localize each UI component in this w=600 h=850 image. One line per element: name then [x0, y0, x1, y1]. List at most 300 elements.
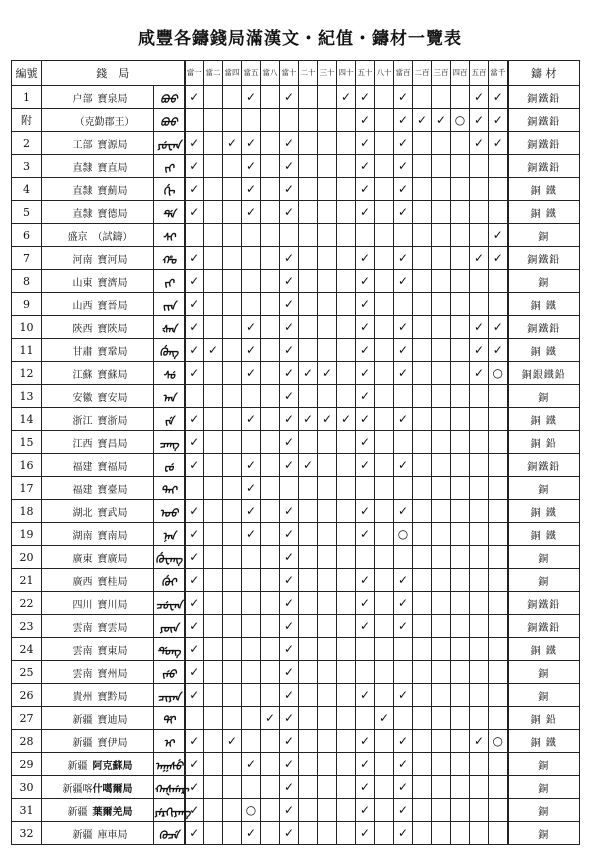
header-denom-3: 當五 — [242, 61, 261, 86]
empty-cell — [261, 661, 280, 684]
empty-cell — [356, 638, 375, 661]
empty-cell — [432, 224, 451, 247]
empty-cell — [299, 569, 318, 592]
empty-cell — [299, 799, 318, 822]
empty-cell — [413, 615, 432, 638]
empty-cell — [204, 661, 223, 684]
check-mark-icon: ✓ — [280, 454, 299, 477]
empty-cell — [242, 270, 261, 293]
empty-cell — [470, 224, 489, 247]
check-mark-icon: ✓ — [356, 178, 375, 201]
empty-cell — [223, 615, 242, 638]
check-mark-icon: ✓ — [299, 408, 318, 431]
check-mark-icon: ✓ — [242, 477, 261, 500]
empty-cell — [375, 661, 394, 684]
empty-cell — [185, 477, 204, 500]
manchu-script: ᠶᡡᠨ — [154, 615, 185, 638]
empty-cell — [375, 339, 394, 362]
empty-cell — [451, 224, 470, 247]
mint-name: 寶東局 — [97, 645, 128, 657]
empty-cell — [356, 546, 375, 569]
check-mark-icon: ✓ — [242, 753, 261, 776]
empty-cell — [470, 408, 489, 431]
empty-cell — [337, 339, 356, 362]
check-mark-icon: ✓ — [280, 132, 299, 155]
bureau-cell — [42, 730, 154, 753]
check-mark-icon: ✓ — [280, 385, 299, 408]
empty-cell — [242, 615, 261, 638]
check-mark-icon: ✓ — [356, 776, 375, 799]
check-mark-icon: ✓ — [223, 730, 242, 753]
empty-cell — [432, 569, 451, 592]
row-number: 19 — [12, 523, 42, 546]
empty-cell — [432, 247, 451, 270]
empty-cell — [432, 178, 451, 201]
empty-cell — [489, 178, 508, 201]
check-mark-icon: ✓ — [394, 201, 413, 224]
empty-cell — [318, 500, 337, 523]
check-mark-icon: ✓ — [185, 293, 204, 316]
header-denom-12: 二百 — [413, 61, 432, 86]
check-mark-icon: ✓ — [489, 132, 508, 155]
province-name: 湖北 — [72, 507, 93, 519]
material-cell: 銅 — [508, 661, 580, 684]
empty-cell — [299, 132, 318, 155]
empty-cell — [242, 293, 261, 316]
empty-cell — [451, 661, 470, 684]
check-mark-icon: ✓ — [356, 753, 375, 776]
table-row — [12, 638, 580, 661]
empty-cell — [451, 270, 470, 293]
empty-cell — [204, 776, 223, 799]
mint-name: 寶直局 — [97, 162, 128, 174]
check-mark-icon: ✓ — [489, 316, 508, 339]
manchu-script: ᡤᡠᠸᠠᠩ — [154, 546, 185, 569]
empty-cell — [413, 454, 432, 477]
empty-cell — [470, 270, 489, 293]
empty-cell — [318, 822, 337, 845]
empty-cell — [375, 454, 394, 477]
empty-cell — [318, 316, 337, 339]
header-denom-6: 二十 — [299, 61, 318, 86]
empty-cell — [223, 293, 242, 316]
material-cell: 銅 鐵 — [508, 339, 580, 362]
empty-cell — [375, 500, 394, 523]
empty-cell — [451, 178, 470, 201]
check-mark-icon: ✓ — [356, 523, 375, 546]
manchu-script: ᠴᠠᠩ — [154, 431, 185, 454]
empty-cell — [470, 431, 489, 454]
empty-cell — [394, 707, 413, 730]
empty-cell — [299, 224, 318, 247]
empty-cell — [337, 270, 356, 293]
empty-cell — [413, 316, 432, 339]
empty-cell — [223, 408, 242, 431]
empty-cell — [375, 385, 394, 408]
empty-cell — [261, 615, 280, 638]
province-name: 山東 — [72, 277, 93, 289]
empty-cell — [451, 431, 470, 454]
header-denom-1: 當二 — [204, 61, 223, 86]
empty-cell — [204, 638, 223, 661]
material-cell: 銅 — [508, 224, 580, 247]
check-mark-icon: ✓ — [394, 362, 413, 385]
header-bureau: 錢 局 — [42, 61, 185, 86]
empty-cell — [489, 500, 508, 523]
manchu-script: ᠪᠣᠣ — [154, 109, 185, 132]
empty-cell — [337, 707, 356, 730]
empty-cell — [318, 431, 337, 454]
province-name: 安徽 — [72, 392, 93, 404]
empty-cell — [413, 707, 432, 730]
check-mark-icon: ✓ — [280, 638, 299, 661]
empty-cell — [318, 592, 337, 615]
material-cell: 銅 — [508, 776, 580, 799]
mint-name: 寶源局 — [97, 139, 128, 151]
row-number: 1 — [12, 86, 42, 109]
empty-cell — [204, 109, 223, 132]
empty-cell — [204, 523, 223, 546]
material-cell: 銅鐵鉛 — [508, 109, 580, 132]
empty-cell — [470, 155, 489, 178]
empty-cell — [204, 132, 223, 155]
row-number: 31 — [12, 799, 42, 822]
mint-name: 寶黔局 — [97, 691, 128, 703]
bureau-cell — [42, 408, 154, 431]
empty-cell — [432, 822, 451, 845]
empty-cell — [489, 408, 508, 431]
manchu-script: ᡥᠣ — [154, 247, 185, 270]
mint-name: 寶安局 — [97, 392, 128, 404]
check-mark-icon: ✓ — [470, 316, 489, 339]
table-row — [12, 776, 580, 799]
mint-name: 寶桂局 — [97, 576, 128, 588]
bureau-cell — [42, 822, 154, 845]
province-name: 廣西 — [72, 576, 93, 588]
check-mark-icon: ✓ — [185, 776, 204, 799]
empty-cell — [413, 684, 432, 707]
empty-cell — [489, 385, 508, 408]
empty-cell — [242, 569, 261, 592]
empty-cell — [204, 431, 223, 454]
check-mark-icon: ✓ — [356, 247, 375, 270]
empty-cell — [489, 707, 508, 730]
table-row — [12, 339, 580, 362]
empty-cell — [318, 339, 337, 362]
empty-cell — [451, 316, 470, 339]
table-row — [12, 477, 580, 500]
row-number: 21 — [12, 569, 42, 592]
manchu-script: ᡳ — [154, 730, 185, 753]
empty-cell — [299, 776, 318, 799]
empty-cell — [242, 431, 261, 454]
row-number: 2 — [12, 132, 42, 155]
mint-name: 寶河局 — [97, 254, 128, 266]
check-mark-icon: ✓ — [356, 109, 375, 132]
empty-cell — [451, 684, 470, 707]
empty-cell — [432, 362, 451, 385]
empty-cell — [432, 707, 451, 730]
empty-cell — [223, 661, 242, 684]
empty-cell — [318, 270, 337, 293]
bureau-cell — [42, 638, 154, 661]
empty-cell — [261, 454, 280, 477]
empty-cell — [413, 155, 432, 178]
empty-cell — [318, 155, 337, 178]
empty-cell — [451, 707, 470, 730]
empty-cell — [413, 178, 432, 201]
empty-cell — [394, 224, 413, 247]
row-number: 25 — [12, 661, 42, 684]
check-mark-icon: ✓ — [280, 408, 299, 431]
table-row — [12, 385, 580, 408]
empty-cell — [451, 730, 470, 753]
empty-cell — [185, 385, 204, 408]
empty-cell — [204, 201, 223, 224]
empty-cell — [432, 270, 451, 293]
material-cell: 銅鐵鉛 — [508, 592, 580, 615]
check-mark-icon: ✓ — [299, 454, 318, 477]
check-mark-icon: ✓ — [356, 270, 375, 293]
table-row — [12, 155, 580, 178]
table-row — [12, 753, 580, 776]
empty-cell — [261, 523, 280, 546]
check-mark-icon: ✓ — [280, 316, 299, 339]
empty-cell — [318, 201, 337, 224]
table-row — [12, 408, 580, 431]
empty-cell — [261, 201, 280, 224]
empty-cell — [318, 799, 337, 822]
empty-cell — [204, 500, 223, 523]
check-mark-icon: ✓ — [185, 592, 204, 615]
bureau-cell — [42, 684, 154, 707]
empty-cell — [299, 431, 318, 454]
check-mark-icon: ✓ — [394, 247, 413, 270]
empty-cell — [299, 339, 318, 362]
province-name: 山西 — [72, 300, 93, 312]
material-cell: 銅 — [508, 684, 580, 707]
empty-cell — [375, 316, 394, 339]
empty-cell — [489, 776, 508, 799]
table-row — [12, 270, 580, 293]
table-row — [12, 201, 580, 224]
bureau-cell — [42, 270, 154, 293]
empty-cell — [299, 730, 318, 753]
circle-mark-icon: ○ — [489, 730, 508, 753]
manchu-script: ᠠᡴᠰᡠ — [154, 753, 185, 776]
check-mark-icon: ✓ — [356, 316, 375, 339]
check-mark-icon: ✓ — [413, 109, 432, 132]
empty-cell — [204, 178, 223, 201]
province-name: （克勤郡王） — [74, 116, 135, 128]
empty-cell — [413, 132, 432, 155]
manchu-script: ᡩᡳ — [154, 707, 185, 730]
check-mark-icon: ✓ — [470, 362, 489, 385]
manchu-script: ᠵᡝᠣ — [154, 661, 185, 684]
check-mark-icon: ✓ — [394, 799, 413, 822]
empty-cell — [489, 592, 508, 615]
empty-cell — [413, 799, 432, 822]
row-number: 12 — [12, 362, 42, 385]
province-name: 浙江 — [72, 415, 93, 427]
empty-cell — [204, 247, 223, 270]
empty-cell — [204, 293, 223, 316]
check-mark-icon: ✓ — [394, 454, 413, 477]
manchu-script: ᡩᡝ — [154, 201, 185, 224]
empty-cell — [470, 707, 489, 730]
row-number: 32 — [12, 822, 42, 845]
check-mark-icon: ✓ — [394, 730, 413, 753]
check-mark-icon: ✓ — [185, 132, 204, 155]
empty-cell — [242, 592, 261, 615]
row-number: 17 — [12, 477, 42, 500]
empty-cell — [261, 408, 280, 431]
empty-cell — [489, 822, 508, 845]
header-denom-16: 當千 — [489, 61, 508, 86]
row-number: 11 — [12, 339, 42, 362]
check-mark-icon: ✓ — [394, 408, 413, 431]
check-mark-icon: ✓ — [470, 730, 489, 753]
bureau-cell — [42, 615, 154, 638]
empty-cell — [299, 592, 318, 615]
check-mark-icon: ✓ — [185, 500, 204, 523]
bureau-cell — [42, 569, 154, 592]
check-mark-icon: ✓ — [280, 247, 299, 270]
manchu-script: ᡶᡠ — [154, 454, 185, 477]
empty-cell — [318, 776, 337, 799]
check-mark-icon: ✓ — [280, 155, 299, 178]
check-mark-icon: ✓ — [356, 293, 375, 316]
empty-cell — [242, 684, 261, 707]
empty-cell — [337, 316, 356, 339]
empty-cell — [299, 684, 318, 707]
row-number: 26 — [12, 684, 42, 707]
check-mark-icon: ✓ — [356, 362, 375, 385]
empty-cell — [470, 822, 489, 845]
empty-cell — [242, 109, 261, 132]
empty-cell — [204, 822, 223, 845]
empty-cell — [223, 86, 242, 109]
empty-cell — [451, 776, 470, 799]
circle-mark-icon: ○ — [451, 109, 470, 132]
empty-cell — [261, 224, 280, 247]
empty-cell — [204, 86, 223, 109]
material-cell: 銅鐵鉛 — [508, 86, 580, 109]
empty-cell — [318, 615, 337, 638]
check-mark-icon: ✓ — [356, 201, 375, 224]
mint-name: 寶晉局 — [97, 300, 128, 312]
empty-cell — [280, 477, 299, 500]
empty-cell — [451, 155, 470, 178]
material-cell: 銅 — [508, 569, 580, 592]
mint-name: 寶伊局 — [97, 737, 128, 749]
empty-cell — [337, 753, 356, 776]
empty-cell — [375, 569, 394, 592]
empty-cell — [451, 753, 470, 776]
mint-name: 寶德局 — [97, 208, 128, 220]
empty-cell — [261, 776, 280, 799]
empty-cell — [261, 316, 280, 339]
empty-cell — [413, 569, 432, 592]
province-name: 新疆 — [72, 714, 93, 726]
bureau-cell — [42, 661, 154, 684]
empty-cell — [470, 477, 489, 500]
empty-cell — [375, 408, 394, 431]
empty-cell — [337, 201, 356, 224]
bureau-cell — [42, 178, 154, 201]
check-mark-icon: ✓ — [280, 86, 299, 109]
empty-cell — [204, 454, 223, 477]
row-number: 16 — [12, 454, 42, 477]
empty-cell — [432, 753, 451, 776]
empty-cell — [299, 707, 318, 730]
mint-name: 寶廣局 — [97, 553, 128, 565]
row-number: 9 — [12, 293, 42, 316]
table-row — [12, 362, 580, 385]
empty-cell — [375, 477, 394, 500]
empty-cell — [185, 109, 204, 132]
mint-name: 葉爾羌局 — [92, 806, 133, 818]
material-cell: 銅 鐵 — [508, 178, 580, 201]
empty-cell — [223, 684, 242, 707]
empty-cell — [261, 730, 280, 753]
row-number: 8 — [12, 270, 42, 293]
check-mark-icon: ✓ — [280, 178, 299, 201]
empty-cell — [223, 362, 242, 385]
empty-cell — [299, 546, 318, 569]
row-number: 5 — [12, 201, 42, 224]
province-name: 湖南 — [72, 530, 93, 542]
material-cell: 銅 鐵 — [508, 523, 580, 546]
check-mark-icon: ✓ — [489, 109, 508, 132]
empty-cell — [413, 753, 432, 776]
material-cell: 銅鐵鉛 — [508, 454, 580, 477]
empty-cell — [261, 339, 280, 362]
check-mark-icon: ✓ — [185, 638, 204, 661]
empty-cell — [318, 385, 337, 408]
empty-cell — [337, 385, 356, 408]
empty-cell — [261, 569, 280, 592]
empty-cell — [318, 546, 337, 569]
empty-cell — [470, 385, 489, 408]
check-mark-icon: ✓ — [185, 454, 204, 477]
bureau-cell — [42, 201, 154, 224]
empty-cell — [470, 776, 489, 799]
empty-cell — [470, 638, 489, 661]
empty-cell — [223, 431, 242, 454]
empty-cell — [318, 132, 337, 155]
manchu-script: ᠨᠠᠨ — [154, 523, 185, 546]
empty-cell — [489, 684, 508, 707]
empty-cell — [356, 477, 375, 500]
check-mark-icon: ✓ — [185, 247, 204, 270]
empty-cell — [413, 247, 432, 270]
empty-cell — [299, 523, 318, 546]
empty-cell — [394, 546, 413, 569]
row-number: 4 — [12, 178, 42, 201]
empty-cell — [375, 822, 394, 845]
check-mark-icon: ✓ — [280, 799, 299, 822]
check-mark-icon: ✓ — [356, 730, 375, 753]
material-cell: 銅 鐵 — [508, 408, 580, 431]
table-row — [12, 293, 580, 316]
empty-cell — [432, 454, 451, 477]
empty-cell — [242, 224, 261, 247]
check-mark-icon: ✓ — [394, 86, 413, 109]
empty-cell — [451, 477, 470, 500]
table-row — [12, 454, 580, 477]
empty-cell — [394, 661, 413, 684]
